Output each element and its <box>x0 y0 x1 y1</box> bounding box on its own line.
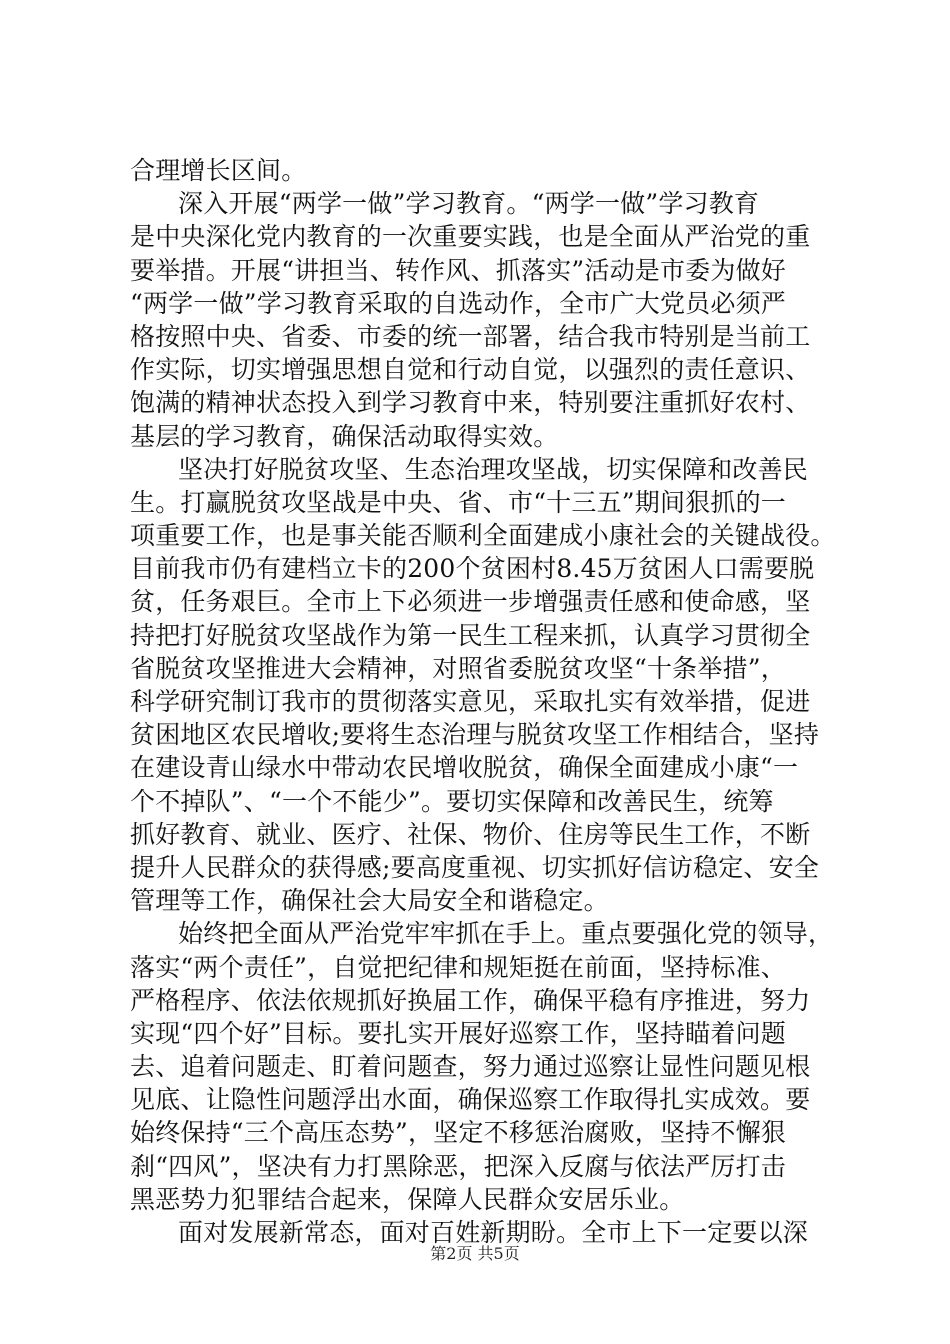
text-line: 生。打赢脱贫攻坚战是中央、省、市“十三五”期间狠抓的一 <box>130 487 786 517</box>
text-line: 始终保持“三个高压态势”，坚定不移惩治腐败，坚持不懈狠 <box>130 1118 786 1148</box>
text-line: 在建设青山绿水中带动农民增收脱贫，确保全面建成小康“一 <box>130 753 799 783</box>
text-line: 落实“两个责任”，自觉把纪律和规矩挺在前面，坚持标准、 <box>130 952 786 982</box>
text-line: 省脱贫攻坚推进大会精神，对照省委脱贫攻坚“十条举措”， <box>130 653 786 683</box>
text-line: 见底、让隐性问题浮出水面，确保巡察工作取得扎实成效。要 <box>130 1085 811 1115</box>
text-line: 去、追着问题走、盯着问题查，努力通过巡察让显性问题见根 <box>130 1052 811 1082</box>
text-line: 黑恶势力犯罪结合起来，保障人民群众安居乐业。 <box>130 1184 685 1214</box>
paragraph-first-line: 深入开展“两学一做”学习教育。“两学一做”学习教育 <box>178 189 760 219</box>
page-number-footer: 第2页 共5页 <box>430 1244 520 1263</box>
text-line: 饱满的精神状态投入到学习教育中来，特别要注重抓好农村、 <box>130 388 811 418</box>
text-line: 是中央深化党内教育的一次重要实践，也是全面从严治党的重 <box>130 222 811 252</box>
text-line: 个不掉队”、“一个不能少”。要切实保障和改善民生，统筹 <box>130 786 774 816</box>
paragraph-first-line: 始终把全面从严治党牢牢抓在手上。重点要强化党的领导， <box>178 919 834 949</box>
text-line: 抓好教育、就业、医疗、社保、物价、住房等民生工作，不断 <box>130 819 811 849</box>
text-line: 合理增长区间。 <box>130 156 307 185</box>
text-line: 提升人民群众的获得感;要高度重视、切实抓好信访稳定、安全 <box>130 852 820 882</box>
text-line: 项重要工作，也是事关能否顺利全面建成小康社会的关键战役。 <box>130 521 836 551</box>
text-line: 管理等工作，确保社会大局安全和谐稳定。 <box>130 886 609 916</box>
text-line: “两学一做”学习教育采取的自选动作，全市广大党员必须严 <box>130 288 786 318</box>
text-line: 作实际，切实增强思想自觉和行动自觉，以强烈的责任意识、 <box>130 355 811 385</box>
text-line: 实现“四个好”目标。要扎实开展好巡察工作，坚持瞄着问题 <box>130 1018 786 1048</box>
document-body <box>130 154 836 1249</box>
text-line: 刹“四风”，坚决有力打黑除恶，把深入反腐与依法严厉打击 <box>130 1151 786 1181</box>
text-line: 严格程序、依法依规抓好换届工作，确保平稳有序推进，努力 <box>130 985 811 1015</box>
text-line: 贫困地区农民增收;要将生态治理与脱贫攻坚工作相结合，坚持 <box>130 720 820 750</box>
paragraph-first-line: 面对发展新常态，面对百姓新期盼。全市上下一定要以深 <box>178 1218 809 1247</box>
text-line: 持把打好脱贫攻坚战作为第一民生工程来抓，认真学习贯彻全 <box>130 620 811 650</box>
text-line: 基层的学习教育，确保活动取得实效。 <box>130 421 559 451</box>
text-line: 格按照中央、省委、市委的统一部署，结合我市特别是当前工 <box>130 321 811 351</box>
text-line: 贫，任务艰巨。全市上下必须进一步增强责任感和使命感，坚 <box>130 587 811 617</box>
text-line: 科学研究制订我市的贯彻落实意见，采取扎实有效举措，促进 <box>130 687 811 716</box>
text-line: 要举措。开展“讲担当、转作风、抓落实”活动是市委为做好 <box>130 255 786 285</box>
paragraph-first-line: 坚决打好脱贫攻坚、生态治理攻坚战，切实保障和改善民 <box>178 454 809 484</box>
text-line: 目前我市仍有建档立卡的200个贫困村8.45万贫困人口需要脱 <box>130 554 815 584</box>
